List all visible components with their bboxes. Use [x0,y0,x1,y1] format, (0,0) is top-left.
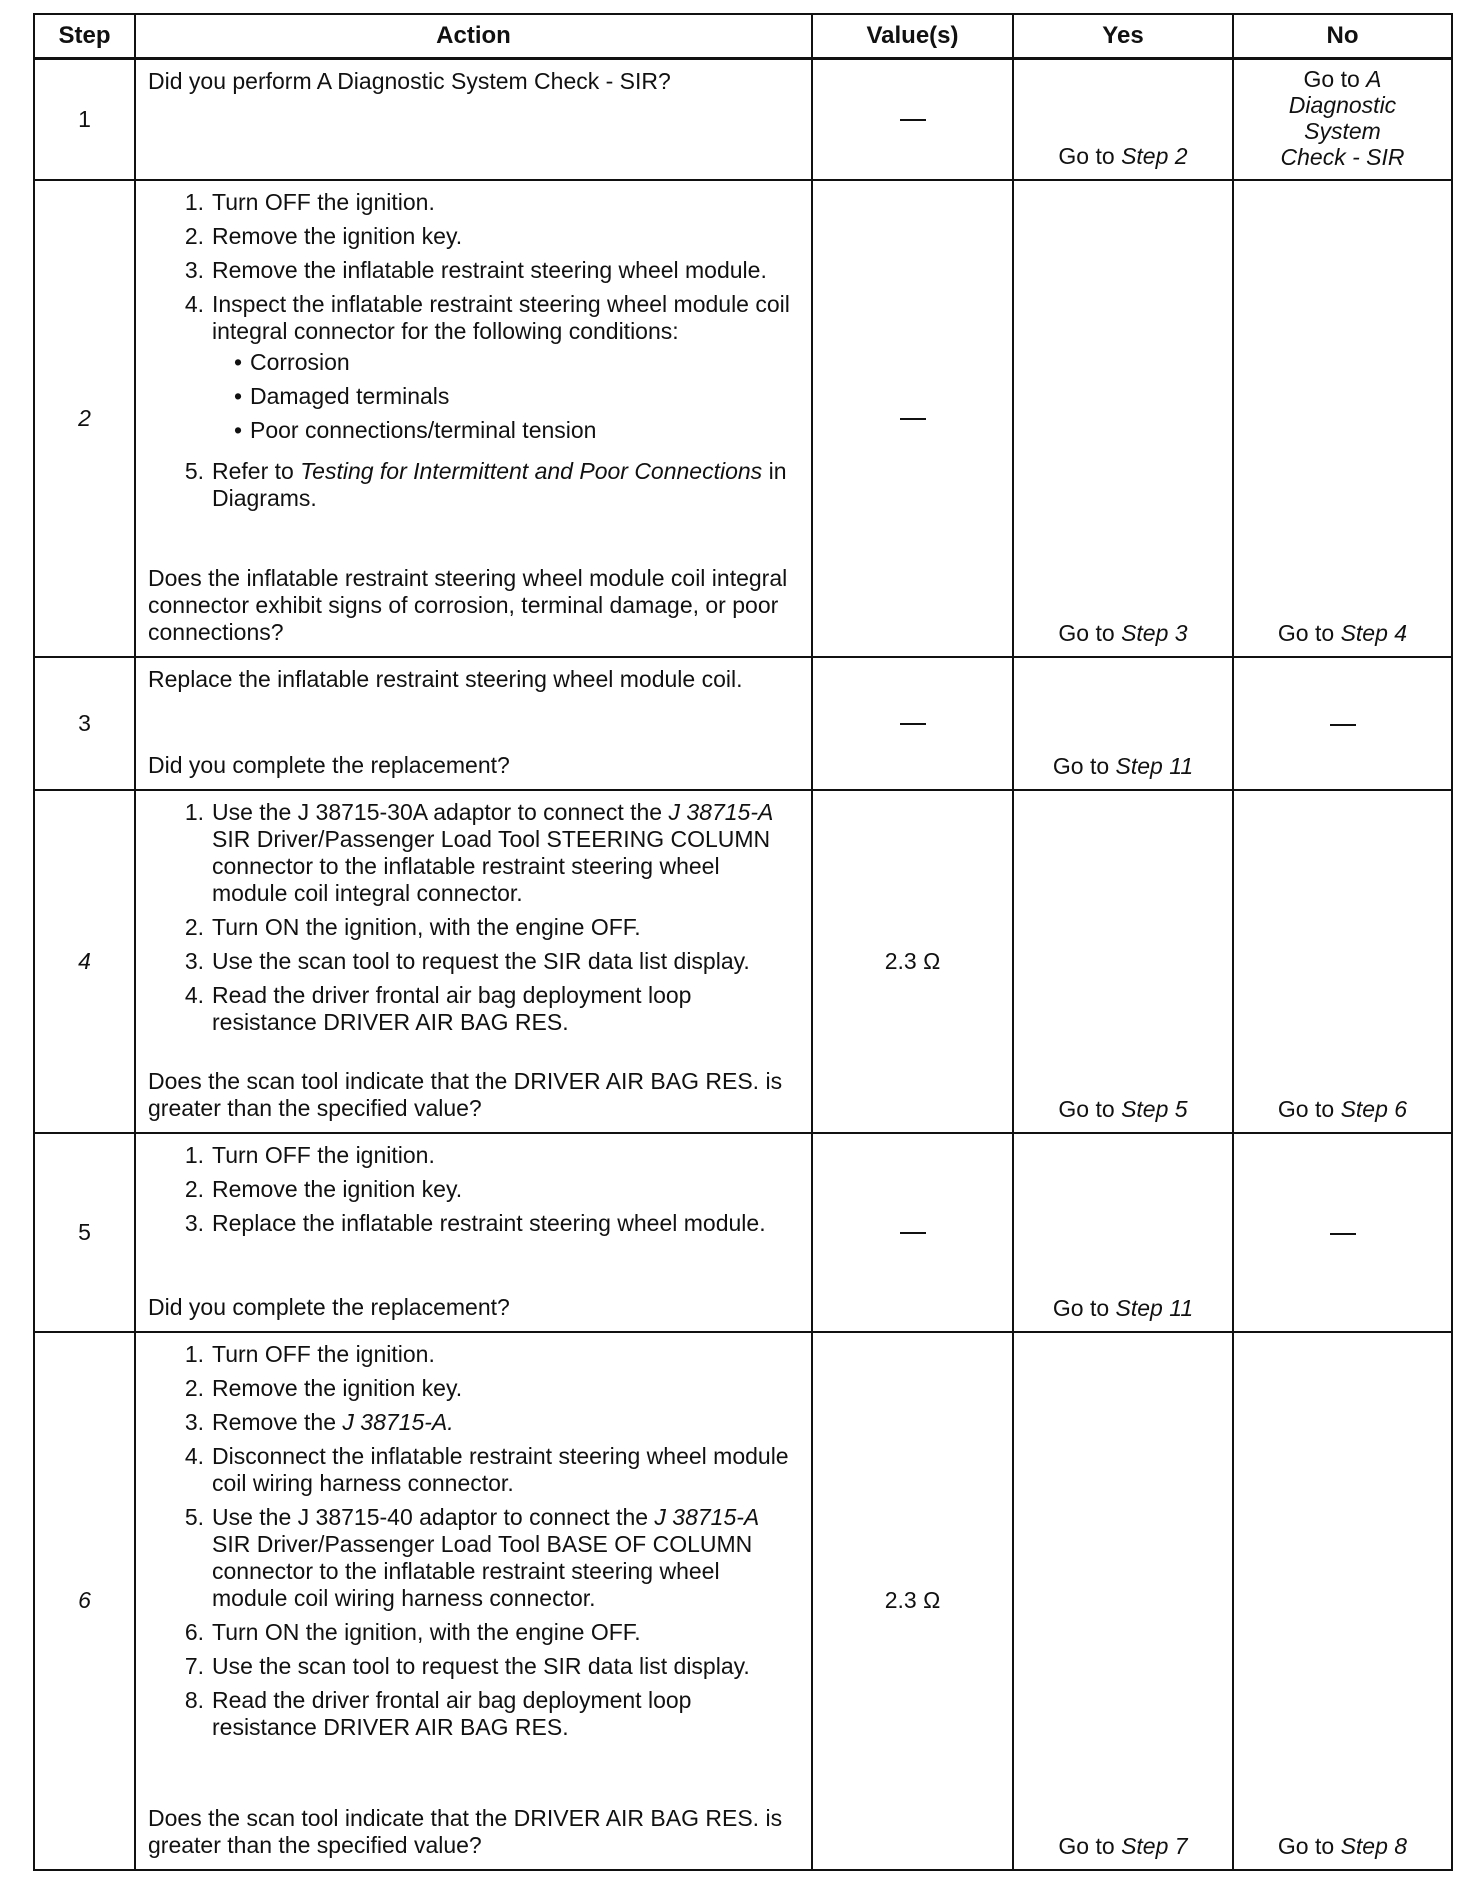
no-cell: Go to Step 4 [1233,180,1452,657]
action-question: Does the inflatable restraint steering wheel module coil integral connector exhibit signs of corrosion, terminal damage, or poor connections? [148,564,788,645]
tool-reference: J 38715-A. [342,1408,454,1435]
header-values: Value(s) [812,14,1013,58]
dash-mark [900,119,926,121]
yes-cell: Go to Step 11 [1013,657,1233,790]
list-item: 8. Read the driver frontal air bag deployment loop resistance DRIVER AIR BAG RES. [184,1686,692,1740]
list-item: 1. Turn OFF the ignition. [184,1141,435,1168]
list-item: 1. Use the J 38715-30A adaptor to connect the J 38715-A SIR Driver/Passenger Load Tool STEERING COLUMN connector to the inflatable restraint steering wheel module coil integral connector. [184,798,774,906]
no-step-link[interactable]: Step 6 [1340,1095,1408,1122]
table-row [34,1332,1452,1870]
list-item: 4. Disconnect the inflatable restraint steering wheel module coil wiring harness connector. [184,1442,789,1496]
value-cell [812,58,1013,180]
action-question: Does the scan tool indicate that the DRIVER AIR BAG RES. is greater than the specified value? [148,1067,783,1121]
no-step-link[interactable]: Step 4 [1340,619,1408,646]
action-instruction: Replace the inflatable restraint steering wheel module coil. [148,665,743,692]
step-number: 3 [34,657,135,790]
step-number: 1 [34,58,135,180]
yes-step-link[interactable]: Step 3 [1121,619,1188,646]
list-item: 3. Remove the J 38715-A. [184,1408,454,1435]
no-link-part-1[interactable]: A [1366,65,1382,92]
action-question: Did you complete the replacement? [148,1293,510,1320]
step-number: 4 [34,790,135,1133]
no-link-part-2[interactable]: Diagnostic [1288,91,1397,118]
no-cell [1233,657,1452,790]
no-cell: Go to Step 6 [1233,790,1452,1133]
no-link-part-3[interactable]: System [1304,117,1381,144]
step-number: 5 [34,1133,135,1332]
table-row [34,1133,1452,1332]
list-item: 1. Turn OFF the ignition. [184,188,435,215]
yes-step-link[interactable]: Step 7 [1121,1832,1188,1859]
yes-step-link[interactable]: Step 2 [1121,142,1188,169]
header-action: Action [135,14,812,58]
step-number: 6 [34,1332,135,1870]
table-row [34,58,1452,180]
yes-step-link[interactable]: Step 11 [1115,1294,1194,1321]
yes-cell: Go to Step 3 [1013,180,1233,657]
no-link-part-4[interactable]: Check - SIR [1280,143,1405,170]
value-cell [812,180,1013,657]
value-cell: 2.3 Ω [812,790,1013,1133]
no-goto-label: Go to [1303,65,1367,92]
list-item: 7. Use the scan tool to request the SIR data list display. [184,1652,750,1679]
no-cell [1233,58,1452,180]
action-cell [135,58,812,180]
no-step-link[interactable]: Step 8 [1340,1832,1408,1859]
action-cell [135,790,812,1133]
list-item: • Damaged terminals [233,382,450,409]
list-item: 4. Inspect the inflatable restraint steering wheel module coil integral connector for the following conditions: • Corrosion • Damaged terminals • Poor connections/terminal tension [148,291,801,451]
list-item: • Corrosion [233,348,350,375]
list-item: 3. Use the scan tool to request the SIR data list display. [184,947,750,974]
value-cell [812,657,1013,790]
yes-cell: Go to Step 7 [1013,1332,1233,1870]
action-question: Did you perform A Diagnostic System Check - SIR? [148,67,671,94]
list-item: 3. Replace the inflatable restraint steering wheel module. [184,1209,766,1236]
list-item: 2. Remove the ignition key. [184,1175,463,1202]
action-steps [148,1341,801,1748]
tool-reference: J 38715-A [654,1503,760,1530]
no-cell [1233,1133,1452,1332]
list-item: 6. Turn ON the ignition, with the engine OFF. [184,1618,641,1645]
list-item: 4. Read the driver frontal air bag deployment loop resistance DRIVER AIR BAG RES. [184,981,692,1035]
table-row [34,657,1452,790]
value-cell [812,1133,1013,1332]
dash-mark [900,723,926,725]
action-question: Did you complete the replacement? [148,751,510,778]
table-row [34,180,1452,657]
dash-mark [900,1232,926,1234]
yes-cell [1013,58,1233,180]
action-steps [148,799,801,1043]
action-cell [135,180,812,657]
diagnostic-table [33,13,1453,1871]
dash-mark [900,418,926,420]
action-cell [135,657,812,790]
value-cell: 2.3 Ω [812,1332,1013,1870]
header-yes: Yes [1013,14,1233,58]
step-number: 2 [34,180,135,657]
list-item: 3. Remove the inflatable restraint steering wheel module. [184,256,767,283]
condition-list [212,349,801,444]
yes-step-link[interactable]: Step 5 [1121,1095,1188,1122]
dash-mark [1330,724,1356,726]
list-item: 5. Refer to Testing for Intermittent and Poor Connections in Diagrams. [184,457,787,511]
action-steps [148,189,801,519]
list-item: 1. Turn OFF the ignition. [184,1340,435,1367]
no-cell: Go to Step 8 [1233,1332,1452,1870]
yes-cell: Go to Step 11 [1013,1133,1233,1332]
yes-goto-label: Go to [1058,142,1122,169]
action-cell [135,1332,812,1870]
list-item: 2. Turn ON the ignition, with the engine OFF. [184,913,641,940]
table-row [34,790,1452,1133]
yes-step-link[interactable]: Step 11 [1115,752,1194,779]
action-cell [135,1133,812,1332]
yes-cell: Go to Step 5 [1013,790,1233,1133]
header-step: Step [34,14,135,58]
reference-link[interactable]: Testing for Intermittent and Poor Connections [300,457,763,484]
action-steps [148,1142,801,1244]
list-item: 2. Remove the ignition key. [184,222,463,249]
header-no: No [1233,14,1452,58]
list-item: • Poor connections/terminal tension [233,416,597,443]
dash-mark [1330,1233,1356,1235]
header-row [34,14,1452,58]
list-item: 2. Remove the ignition key. [184,1374,463,1401]
tool-reference: J 38715-A [668,798,774,825]
action-question: Does the scan tool indicate that the DRIVER AIR BAG RES. is greater than the specified value? [148,1804,783,1858]
list-item: 5. Use the J 38715-40 adaptor to connect the J 38715-A SIR Driver/Passenger Load Tool BASE OF COLUMN connector to the inflatable restraint steering wheel module coil wiring harness connector. [184,1503,760,1611]
